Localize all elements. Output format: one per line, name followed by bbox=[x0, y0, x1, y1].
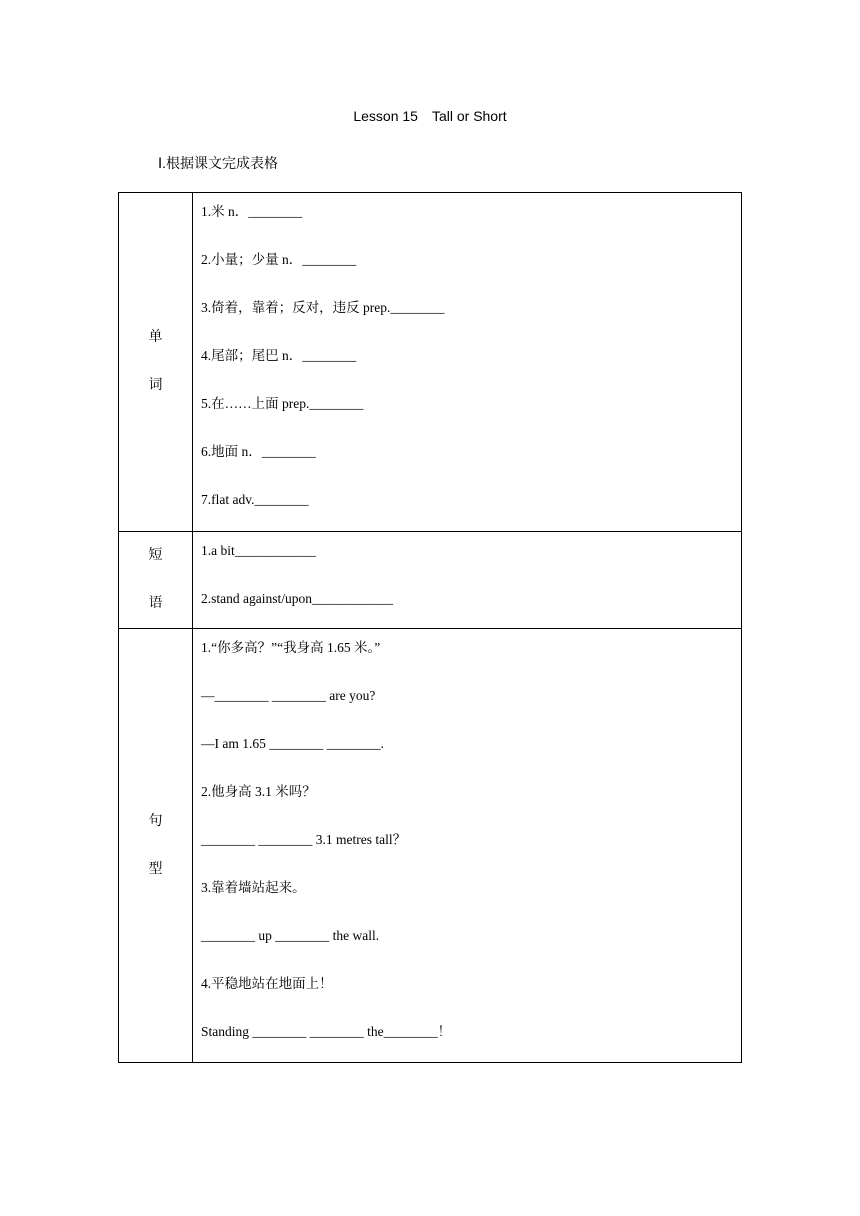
category-char: 型 bbox=[148, 861, 163, 877]
content-cell bbox=[193, 193, 742, 532]
exercise-line: 1.米 n．________ bbox=[201, 204, 303, 219]
exercise-line: 3.靠着墙站起来。 bbox=[201, 880, 306, 895]
section-heading: Ⅰ.根据课文完成表格 bbox=[158, 155, 279, 171]
category-char: 单 bbox=[148, 330, 163, 345]
exercise-line: ________ ________ 3.1 metres tall？ bbox=[201, 832, 407, 847]
category-cell bbox=[119, 629, 193, 1063]
content-cell bbox=[193, 532, 742, 629]
exercise-line: 2.stand against/upon____________ bbox=[201, 591, 393, 606]
title-lesson: Lesson 15 bbox=[353, 108, 418, 124]
exercise-line: Standing ________ ________ the________！ bbox=[201, 1024, 452, 1039]
exercise-line: 3.倚着，靠着；反对，违反 prep.________ bbox=[201, 300, 445, 315]
page-title bbox=[0, 108, 860, 124]
category-char: 短 bbox=[148, 548, 163, 563]
exercise-line: ________ up ________ the wall. bbox=[201, 928, 380, 943]
exercise-table bbox=[118, 192, 742, 1063]
exercise-line: 6.地面 n．________ bbox=[201, 444, 316, 459]
table-row-words bbox=[119, 193, 742, 532]
category-char: 语 bbox=[148, 596, 163, 611]
table-row-sentences bbox=[119, 629, 742, 1063]
exercise-line: 4.尾部；尾巴 n．________ bbox=[201, 348, 357, 363]
exercise-line: 1.“你多高？”“我身高 1.65 米。” bbox=[201, 640, 381, 655]
exercise-line: 1.a bit____________ bbox=[201, 543, 316, 558]
category-char: 词 bbox=[148, 378, 163, 393]
table-row-phrases bbox=[119, 532, 742, 629]
content-cell bbox=[193, 629, 742, 1063]
category-cell bbox=[119, 532, 193, 629]
exercise-line: 5.在……上面 prep.________ bbox=[201, 396, 364, 411]
title-topic: Tall or Short bbox=[431, 108, 507, 124]
exercise-line: 7.flat adv.________ bbox=[201, 492, 309, 507]
exercise-line: —I am 1.65 ________ ________. bbox=[201, 736, 384, 751]
exercise-line: —________ ________ are you? bbox=[201, 688, 376, 703]
exercise-line: 2.小量；少量 n．________ bbox=[201, 252, 357, 267]
category-char: 句 bbox=[148, 813, 163, 829]
exercise-line: 4.平稳地站在地面上！ bbox=[201, 976, 333, 991]
category-cell bbox=[119, 193, 193, 532]
exercise-line: 2.他身高 3.1 米吗？ bbox=[201, 784, 316, 799]
